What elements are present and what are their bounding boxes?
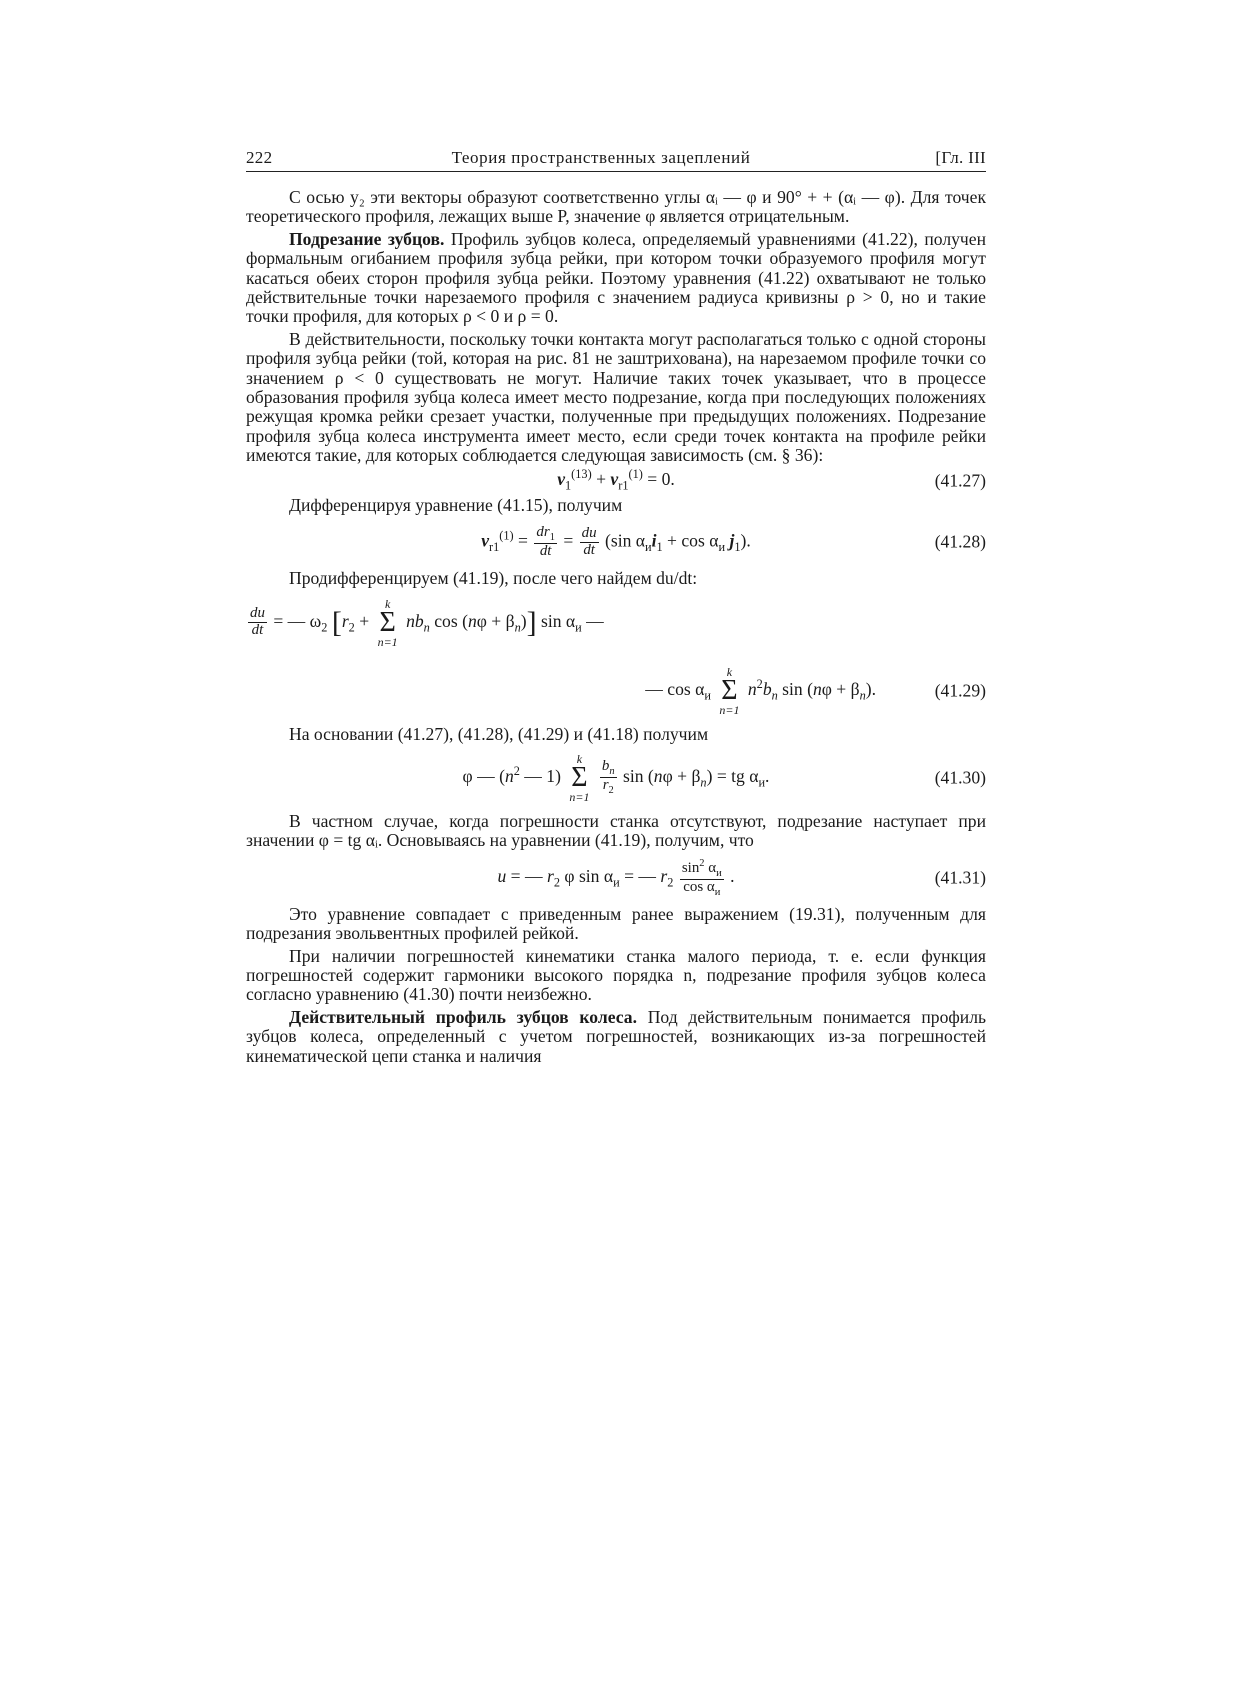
chapter-label: [Гл. III [935, 148, 986, 167]
page-number: 222 [246, 148, 273, 167]
paragraph-2 [246, 230, 986, 327]
page-body [246, 188, 986, 1066]
equation-41-27-body: $v_1^{(13)} + v_{r1}^{(1)} = 0$. [557, 467, 675, 493]
paragraph-9: При наличии погрешностей кинематики станка малого периода, т. е. если функция погрешностей содержит гармоники высокого порядка n, подрезание профиля зубцов колеса согласно уравнению (41.30) почти неизбежно. [246, 945, 986, 1005]
page-header [246, 148, 986, 172]
equation-number: (41.30) [934, 767, 986, 788]
equation-41-30-body: φ — ($n^2$ — 1) k Σ n=1 $\frac{b_n}{r_2}$ $\sin (n\varphi + \beta_n)$ = tg $\alpha_и$. [462, 751, 770, 804]
equation-41-29-line-1 [246, 589, 986, 657]
paragraph-4: Дифференцируя уравнение (41.15), получим [289, 494, 623, 515]
equation-number: (41.29) [934, 679, 986, 700]
equation-41-31 [246, 851, 986, 905]
equation-number: (41.31) [934, 867, 986, 888]
paragraph-10 [246, 1008, 986, 1066]
equation-41-28 [246, 515, 986, 569]
equation-41-30 [246, 744, 986, 812]
paragraph-8: Это уравнение совпадает с приведенным ранее выражением (19.31), полученным для подрезания эвольвентных профилей рейкой. [246, 903, 986, 944]
equation-number: (41.28) [934, 531, 986, 552]
section-heading-undercut: Подрезание зубцов. [289, 228, 445, 249]
equation-41-29-line-2 [246, 657, 986, 725]
document-page [246, 148, 986, 1066]
paragraph-2-text: Профиль зубцов колеса, определяемый уравнениями (41.22), получен формальным огибанием профиля зубца рейки, при котором точки образуемого профиля могут касаться обеих сторон профиля зубца рейки. Поэтому уравнения (41.22) охватывают не только действительные точки нарезаемого профиля с значением радиуса кривизны ρ > 0, но и такие точки профиля, для которых ρ < 0 и ρ = 0. [246, 228, 986, 327]
paragraph-1: С осью y₂ эти векторы образуют соответственно углы αᵢ — φ и 90° + + (αᵢ — φ). Для точек теоретического профиля, лежащих выше P, значение φ является отрицательным. [246, 187, 986, 227]
paragraph-3: В действительности, поскольку точки контакта могут располагаться только с одной стороны профиля зубца рейки (той, которая на рис. 81 не заштрихована), на нарезаемом профиле точки со значением ρ < 0 существовать не могут. Наличие таких точек указывает, что в процессе образования профиля зубца колеса имеет место подрезание, когда при последующих положениях режущая кромка рейки срезает участки, полученные при предыдущих положениях. Подрезание профиля зубца колеса инструмента имеет место, если среди точек контакта на профиле рейки имеются такие, для которых соблюдается следующая зависимость (см. § 36): [246, 328, 986, 466]
equation-41-27 [246, 466, 986, 496]
running-title: Теория пространственных зацеплений [451, 148, 751, 167]
section-heading-actual-profile: Действительный профиль зубцов колеса. [289, 1006, 637, 1027]
paragraph-6: На основании (41.27), (41.28), (41.29) и (41.18) получим [289, 723, 709, 744]
equation-41-29-part-1: $\frac{du}{dt}$ = — $\omega_2$ [$r_2$ + k Σ n=1 $nb_n$ $\cos (n\varphi + \beta_n)$] $\sin \alpha_и$ — [250, 596, 604, 649]
paragraph-7: В частном случае, когда погрешности станка отсутствуют, подрезание наступает при значении φ = tg αᵢ. Основываясь на уравнении (41.19), получим, что [246, 810, 986, 851]
paragraph-10-text: Под действительным понимается профиль зубцов колеса, определенный с учетом погрешностей, возникающих из-за погрешностей кинематической цепи станка и наличия [246, 1006, 986, 1066]
equation-41-29-part-2: — $\cos \alpha_и$ k Σ n=1 $n^2b_n$ $\sin (n\varphi + \beta_n)$. [645, 664, 876, 717]
equation-41-31-body: u = — $r_2$ φ $\sin \alpha_и$ = — $r_2$ $\frac{\sin^2 \alpha_и}{\cos \alpha_и}$ . [497, 857, 735, 898]
equation-number: (41.27) [934, 469, 986, 490]
paragraph-5: Продифференцируем (41.19), после чего найдем du/dt: [289, 568, 698, 589]
equation-41-28-body: $v_{r1}^{(1)}$ = $\frac{dr_1}{dt}$ = $\frac{du}{dt}$ (sin $\alpha_иi_1 + \cos \alpha_и$ $j_1$). [481, 523, 751, 559]
